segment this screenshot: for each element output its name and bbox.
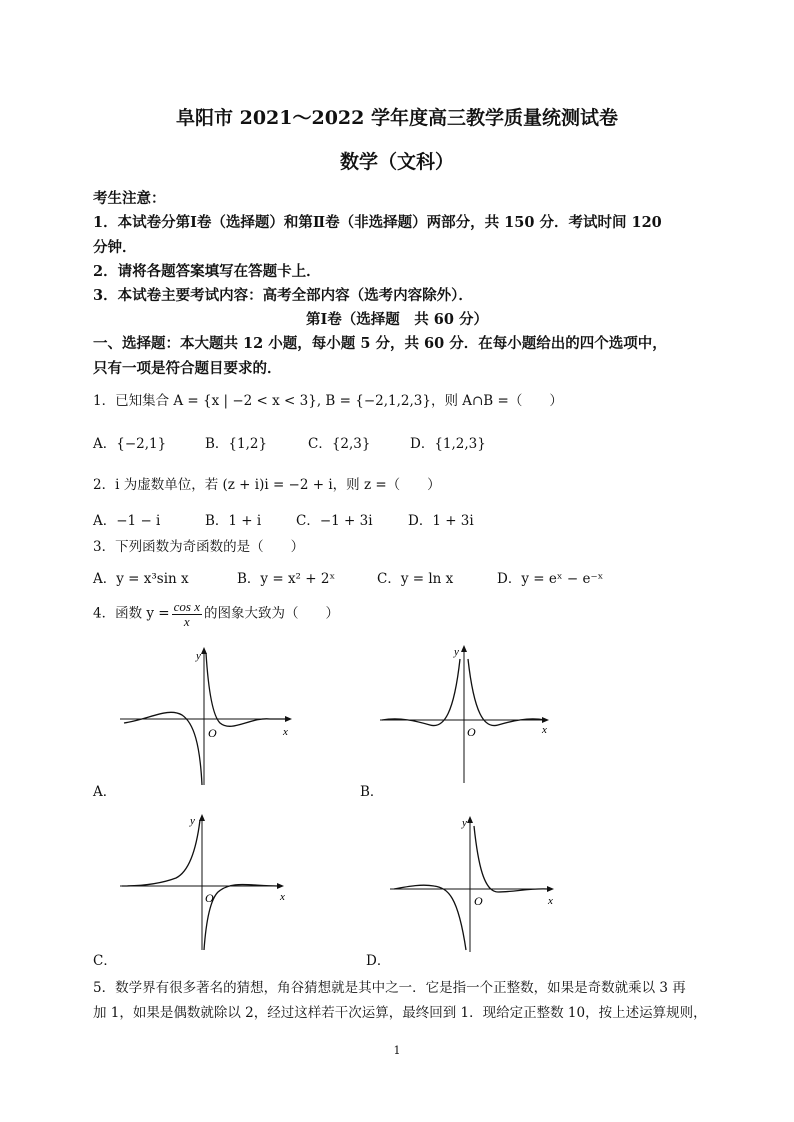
section-title: 第Ⅰ卷（选择题 共 60 分） <box>305 311 489 328</box>
question-4-text <box>93 600 339 628</box>
question-3-option-a: A．y = x³sin x <box>93 571 189 587</box>
question-2-option-d: D．1 + 3i <box>408 513 474 529</box>
section-intro: 一、选择题：本大题共 12 小题，每小题 5 分，共 60 分．在每小题给出的四个选项中， <box>93 335 667 352</box>
question-2-option-b: B．1 + i <box>205 513 262 529</box>
page-title: 阜阳市 2021～2022 学年度高三教学质量统测试卷 <box>176 107 618 129</box>
notice-item-2: 2．请将各题答案填写在答题卡上． <box>93 263 321 280</box>
page-number: 1 <box>393 1044 401 1057</box>
graph-c-y-label: y <box>190 815 195 827</box>
section-intro-cont: 只有一项是符合题目要求的． <box>93 360 282 377</box>
graph-b-y-label: y <box>454 646 459 658</box>
notice-item-1: 1．本试卷分第Ⅰ卷（选择题）和第Ⅱ卷（非选择题）两部分，共 150 分．考试时间 120 <box>93 214 662 231</box>
question-3-option-d: D．y = eˣ − e⁻ˣ <box>497 571 604 587</box>
question-3-option-b: B．y = x² + 2ˣ <box>237 571 336 587</box>
graph-c <box>120 812 295 952</box>
question-1-text: 1．已知集合 A = {x | −2 < x < 3}, B = {−2,1,2,3}，则 A∩B =（ ） <box>93 393 563 409</box>
graph-c-x-label: x <box>280 891 285 903</box>
fraction-denominator: x <box>183 613 190 629</box>
graph-d <box>390 814 565 954</box>
question-4-option-d: D． <box>366 953 391 969</box>
question-5-text: 5．数学界有很多著名的猜想，角谷猜想就是其中之一．它是指一个正整数，如果是奇数就乘以 3 再 <box>93 980 686 996</box>
notice-item-3: 3．本试卷主要考试内容：高考全部内容（选考内容除外）． <box>93 287 473 304</box>
question-4-fraction <box>172 600 202 628</box>
question-1-option-d: D．{1,2,3} <box>410 436 486 452</box>
question-4-prefix: 4．函数 y = <box>93 605 170 622</box>
question-4-option-b: B． <box>360 784 384 800</box>
graph-a-origin-label: O <box>208 726 217 740</box>
question-1-option-c: C．{2,3} <box>308 436 371 452</box>
graph-a <box>120 645 295 790</box>
question-4-option-c: C． <box>93 953 117 969</box>
graph-a-y-label: y <box>196 650 201 662</box>
question-2-text: 2．i 为虚数单位，若 (z + i)i = −2 + i，则 z =（ ） <box>93 477 441 493</box>
graph-a-x-label: x <box>283 726 288 738</box>
question-1-option-b: B．{1,2} <box>205 436 268 452</box>
question-5-text-cont: 加 1，如果是偶数就除以 2，经过这样若干次运算，最终回到 1．现给定正整数 10，按上述运算规则， <box>93 1005 707 1021</box>
graph-d-origin-label: O <box>474 894 483 908</box>
graph-d-x-label: x <box>548 895 553 907</box>
question-2-option-a: A．−1 − i <box>93 513 161 529</box>
graph-b-x-label: x <box>542 724 547 736</box>
page-subtitle: 数学（文科） <box>339 151 454 173</box>
graph-b <box>380 643 555 788</box>
question-1-option-a: A．{−2,1} <box>93 436 167 452</box>
graph-b-origin-label: O <box>467 725 476 739</box>
graph-d-y-label: y <box>462 817 467 829</box>
notice-heading: 考生注意： <box>93 190 166 207</box>
notice-item-1-cont: 分钟． <box>93 239 137 256</box>
fraction-numerator: cos x <box>173 599 200 614</box>
question-4-suffix: 的图象大致为（ ） <box>203 605 339 622</box>
question-3-text: 3．下列函数为奇函数的是（ ） <box>93 539 305 555</box>
question-2-option-c: C．−1 + 3i <box>296 513 373 529</box>
question-4-option-a: A． <box>93 784 117 800</box>
graph-c-origin-label: O <box>205 891 214 905</box>
question-3-option-c: C．y = ln x <box>377 571 454 587</box>
